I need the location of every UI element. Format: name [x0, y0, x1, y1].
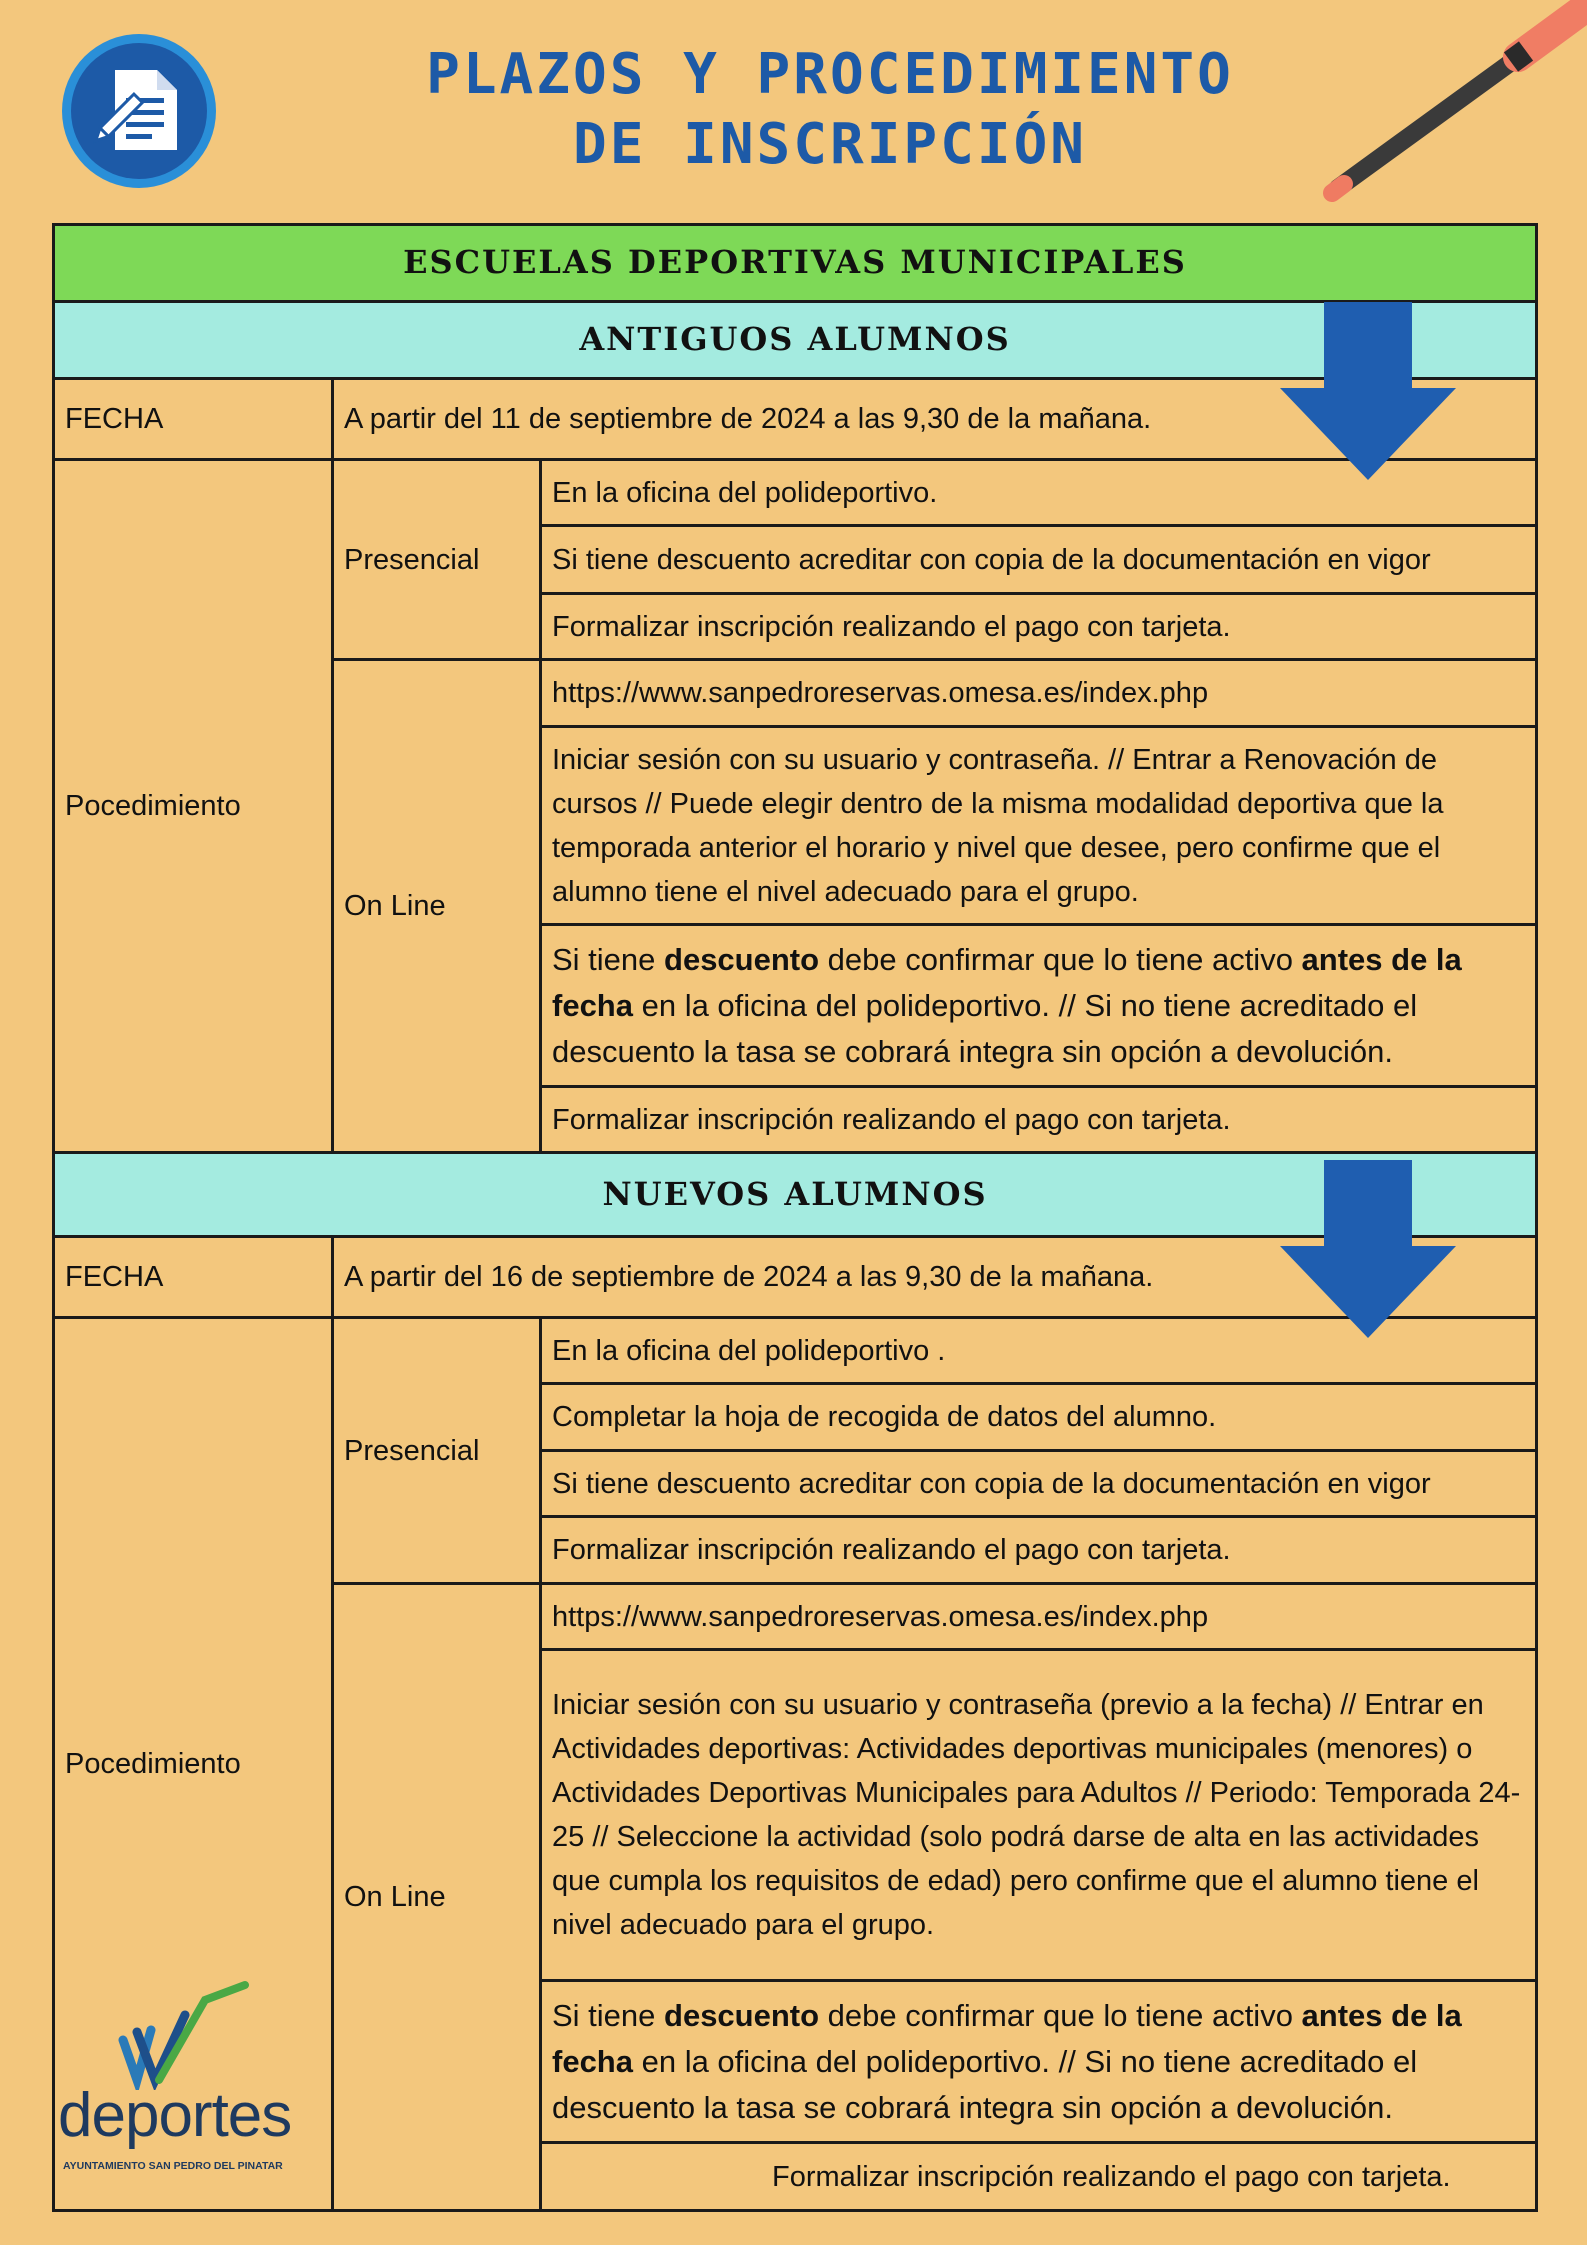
fecha-label: FECHA: [54, 1237, 333, 1318]
online-label: On Line: [333, 660, 541, 1153]
fecha-label: FECHA: [54, 379, 333, 460]
presencial-step: Completar la hoja de recogida de datos del alumno.: [541, 1384, 1537, 1451]
procedimiento-label: Pocedimiento: [54, 460, 333, 1153]
nuevos-title: NUEVOS ALUMNOS: [602, 1174, 988, 1213]
page-title: [330, 40, 1330, 180]
antiguos-title: ANTIGUOS ALUMNOS: [579, 320, 1011, 358]
pen-icon: [1318, 0, 1587, 210]
discount-note: Si tiene descuento debe confirmar que lo tiene activo antes de la fecha en la oficina del polideportivo. // Si no tiene acreditado el descuento la tasa se cobrará integra sin opción a devolución.: [541, 925, 1537, 1087]
online-url[interactable]: https://www.sanpedroreservas.omesa.es/index.php: [541, 1584, 1537, 1650]
arrow-down-icon: [1280, 302, 1456, 480]
logo-word: deportes: [58, 2081, 292, 2150]
arrow-down-icon: [1280, 1160, 1456, 1338]
section-header-row: [54, 225, 1537, 302]
presencial-step: En la oficina del polideportivo.: [541, 460, 1537, 526]
procedimiento-label: Pocedimiento: [54, 1318, 333, 2211]
discount-note: Si tiene descuento debe confirmar que lo tiene activo antes de la fecha en la oficina del polideportivo. // Si no tiene acreditado el descuento la tasa se cobrará integra sin opción a devolución.: [541, 1981, 1537, 2143]
presencial-step: En la oficina del polideportivo .: [541, 1318, 1537, 1384]
online-label: On Line: [333, 1584, 541, 2211]
deportes-logo: [55, 1980, 305, 2192]
online-step: Iniciar sesión con su usuario y contraseña. // Entrar a Renovación de cursos // Puede elegir dentro de la misma modalidad deportiva que la temporada anterior el horario y nivel que desee, pero confirme que el alumno tiene el nivel adecuado para el grupo.: [541, 727, 1537, 925]
title-line-1: PLAZOS Y PROCEDIMIENTO: [426, 42, 1234, 107]
presencial-label: Presencial: [333, 1318, 541, 1584]
logo-subtitle: AYUNTAMIENTO SAN PEDRO DEL PINATAR: [63, 2160, 283, 2172]
deportes-checkmark-icon: [55, 1980, 305, 2090]
online-step: Formalizar inscripción realizando el pago con tarjeta.: [541, 2143, 1537, 2211]
presencial-step: Si tiene descuento acreditar con copia de la documentación en vigor: [541, 1451, 1537, 1517]
section-title: ESCUELAS DEPORTIVAS MUNICIPALES: [403, 243, 1187, 281]
online-url[interactable]: https://www.sanpedroreservas.omesa.es/index.php: [541, 660, 1537, 727]
presencial-step: Formalizar inscripción realizando el pago con tarjeta.: [541, 594, 1537, 660]
online-step: Formalizar inscripción realizando el pago con tarjeta.: [541, 1087, 1537, 1153]
document-edit-icon: [60, 32, 218, 190]
fecha-text: A partir del 16 de septiembre de 2024 a las 9,30 de la mañana.: [333, 1237, 1537, 1318]
presencial-label: Presencial: [333, 460, 541, 660]
title-line-2: DE INSCRIPCIÓN: [572, 112, 1087, 177]
presencial-step: Si tiene descuento acreditar con copia de la documentación en vigor: [541, 526, 1537, 594]
fecha-text: A partir del 11 de septiembre de 2024 a las 9,30 de la mañana.: [333, 379, 1537, 460]
presencial-step: Formalizar inscripción realizando el pago con tarjeta.: [541, 1517, 1537, 1584]
online-step: Iniciar sesión con su usuario y contraseña (previo a la fecha) // Entrar en Actividades deportivas: Actividades deportivas municipales (menores) o Actividades Deportivas Municipales para Adultos // Periodo: Temporada 24-25 // Seleccione la actividad (solo podrá darse de alta en las actividades que cumpla los requisitos de edad) pero confirme que el alumno tiene el nivel adecuado para el grupo.: [541, 1650, 1537, 1981]
